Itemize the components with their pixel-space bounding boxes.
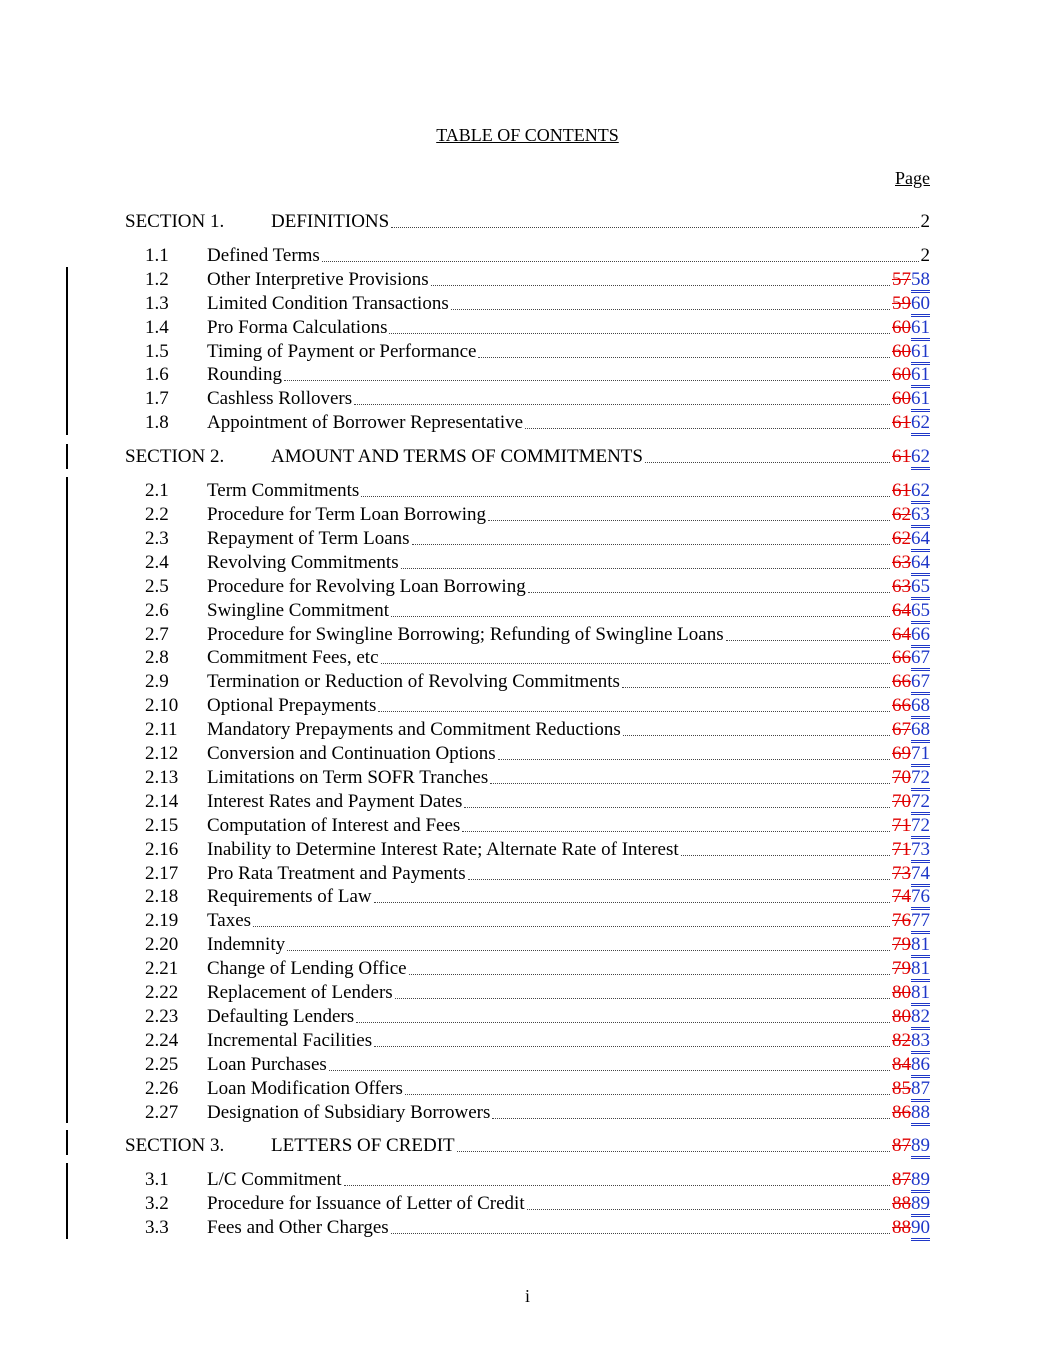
page-inserted[interactable]: 68 (911, 719, 930, 743)
change-bar (66, 1163, 68, 1239)
entry-number: 2.21 (145, 958, 179, 979)
entry-page[interactable] (892, 576, 930, 598)
change-bar (66, 477, 68, 1123)
page-title: TABLE OF CONTENTS (436, 125, 619, 145)
entry-title: Commitment Fees, etc (207, 647, 379, 668)
entry-title: Loan Purchases (207, 1054, 327, 1075)
page-deleted: 60 (892, 341, 911, 362)
page-inserted[interactable]: 60 (911, 293, 930, 317)
entry-number: 3.3 (145, 1217, 169, 1238)
dot-leader (457, 1150, 890, 1152)
entry-page[interactable] (892, 982, 930, 1004)
page-inserted[interactable]: 89 (911, 1169, 930, 1193)
page-deleted: 79 (892, 958, 911, 979)
dot-leader (405, 1093, 890, 1095)
entry-number: 3.2 (145, 1193, 169, 1214)
entry-title: Procedure for Swingline Borrowing; Refunding of Swingline Loans (207, 624, 724, 645)
page-inserted[interactable]: 61 (911, 364, 930, 388)
page-inserted[interactable]: 58 (911, 269, 930, 293)
page-deleted: 61 (892, 412, 911, 433)
entry-page[interactable] (892, 647, 930, 669)
dot-leader (726, 639, 890, 641)
toc-item-row[interactable] (125, 269, 930, 291)
dot-leader (431, 284, 890, 286)
entry-number: 2.20 (145, 934, 179, 955)
page-deleted: 70 (892, 791, 911, 812)
page-deleted: 87 (892, 1135, 911, 1156)
entry-title: Designation of Subsidiary Borrowers (207, 1102, 491, 1123)
toc-item-row[interactable] (125, 671, 930, 693)
page-inserted[interactable]: 63 (911, 504, 930, 528)
page-inserted[interactable]: 76 (911, 886, 930, 910)
entry-page[interactable] (892, 446, 930, 468)
dot-leader (681, 854, 890, 856)
page-inserted[interactable]: 61 (911, 341, 930, 365)
entry-number: 2.23 (145, 1006, 179, 1027)
entry-number: SECTION 1. (125, 211, 225, 232)
entry-number: 2.7 (145, 624, 169, 645)
toc-item-row[interactable] (125, 1217, 930, 1239)
toc-item-row[interactable] (125, 293, 930, 315)
dot-leader (329, 1069, 890, 1071)
toc-item-row[interactable] (125, 480, 930, 502)
dot-leader (361, 495, 890, 497)
entry-title: DEFINITIONS (271, 211, 390, 232)
page-inserted[interactable]: 90 (911, 1217, 930, 1241)
page-number: i (524, 1286, 530, 1306)
dot-leader (284, 379, 890, 381)
entry-number: 2.6 (145, 600, 169, 621)
page-inserted[interactable]: 89 (911, 1193, 930, 1217)
page-deleted: 60 (892, 364, 911, 385)
entry-title: Change of Lending Office (207, 958, 407, 979)
page-deleted: 60 (892, 317, 911, 338)
page-inserted[interactable]: 77 (911, 910, 930, 934)
entry-page[interactable] (892, 1030, 930, 1052)
entry-title: Inability to Determine Interest Rate; Alternate Rate of Interest (207, 839, 679, 860)
entry-number: 2.9 (145, 671, 169, 692)
entry-title: Procedure for Revolving Loan Borrowing (207, 576, 526, 597)
entry-page[interactable] (921, 211, 931, 233)
page-deleted: 71 (892, 839, 911, 860)
entry-number: 2.19 (145, 910, 179, 931)
page-inserted[interactable]: 65 (911, 600, 930, 624)
page-inserted[interactable]: 61 (911, 317, 930, 341)
entry-title: Optional Prepayments (207, 695, 377, 716)
entry-page[interactable] (892, 504, 930, 526)
dot-leader (354, 403, 890, 405)
entry-number: 2.10 (145, 695, 179, 716)
entry-title: Indemnity (207, 934, 286, 955)
entry-title: Swingline Commitment (207, 600, 390, 621)
entry-page[interactable] (892, 695, 930, 717)
page-deleted: 73 (892, 863, 911, 884)
dot-leader (409, 973, 890, 975)
toc-item-row[interactable] (125, 1193, 930, 1215)
change-bar (66, 267, 68, 435)
dot-leader (528, 591, 890, 593)
page-deleted: 62 (892, 528, 911, 549)
toc-section-row[interactable] (125, 1135, 930, 1157)
toc-item-row[interactable] (125, 1006, 930, 1028)
toc-item-row[interactable] (125, 528, 930, 550)
toc-item-row[interactable] (125, 863, 930, 885)
page-inserted[interactable]: 74 (911, 863, 930, 887)
page-deleted: 80 (892, 1006, 911, 1027)
entry-title: Limited Condition Transactions (207, 293, 449, 314)
entry-page[interactable] (892, 839, 930, 861)
entry-title: Incremental Facilities (207, 1030, 373, 1051)
dot-leader (253, 925, 890, 927)
entry-page[interactable] (892, 934, 930, 956)
entry-page[interactable] (892, 1054, 930, 1076)
entry-page[interactable] (892, 886, 930, 908)
dot-leader (623, 734, 890, 736)
page-inserted[interactable]: 62 (911, 480, 930, 504)
entry-number: 2.1 (145, 480, 169, 501)
toc-item-row[interactable] (125, 982, 930, 1004)
page-inserted[interactable]: 81 (911, 958, 930, 982)
toc-item-row[interactable] (125, 886, 930, 908)
entry-page[interactable] (892, 1169, 930, 1191)
entry-page[interactable] (892, 815, 930, 837)
entry-number: 1.7 (145, 388, 169, 409)
entry-page[interactable] (892, 1102, 930, 1124)
entry-title: Termination or Reduction of Revolving Commitments (207, 671, 620, 692)
entry-number: 1.2 (145, 269, 169, 290)
page-deleted: 63 (892, 552, 911, 573)
entry-number: 1.5 (145, 341, 169, 362)
entry-page[interactable] (892, 552, 930, 574)
page-deleted: 86 (892, 1102, 911, 1123)
dot-leader (374, 901, 890, 903)
toc-item-row[interactable] (125, 791, 930, 813)
toc-item-row[interactable] (125, 317, 930, 339)
page-deleted: 84 (892, 1054, 911, 1075)
entry-title: Conversion and Continuation Options (207, 743, 496, 764)
toc-item-row[interactable] (125, 552, 930, 574)
toc-item-row[interactable] (125, 1030, 930, 1052)
entry-number: 2.18 (145, 886, 179, 907)
dot-leader (356, 1021, 890, 1023)
toc-item-row[interactable] (125, 412, 930, 434)
toc-item-row[interactable] (125, 934, 930, 956)
dot-leader (468, 878, 890, 880)
toc-item-row[interactable] (125, 504, 930, 526)
page-inserted[interactable]: 67 (911, 671, 930, 695)
entry-number: 1.4 (145, 317, 169, 338)
entry-title: L/C Commitment (207, 1169, 342, 1190)
change-bar (66, 444, 68, 469)
dot-leader (527, 1208, 890, 1210)
entry-number: 2.2 (145, 504, 169, 525)
dot-leader (378, 710, 890, 712)
page-inserted[interactable]: 72 (911, 815, 930, 839)
page-deleted: 64 (892, 624, 911, 645)
entry-page[interactable] (892, 743, 930, 765)
page-deleted: 88 (892, 1193, 911, 1214)
page-deleted: 79 (892, 934, 911, 955)
toc-section-row[interactable] (125, 446, 930, 468)
entry-page[interactable] (892, 791, 930, 813)
entry-number: 3.1 (145, 1169, 169, 1190)
page-inserted[interactable]: 81 (911, 982, 930, 1006)
page-deleted: 85 (892, 1078, 911, 1099)
entry-number: 2.22 (145, 982, 179, 1003)
entry-title: Repayment of Term Loans (207, 528, 410, 549)
entry-page[interactable] (892, 293, 930, 315)
page-number[interactable]: 2 (920, 245, 930, 266)
dot-leader (645, 461, 890, 463)
entry-page[interactable] (921, 245, 931, 267)
entry-title: Requirements of Law (207, 886, 372, 907)
page-inserted[interactable]: 66 (911, 624, 930, 648)
entry-page[interactable] (892, 600, 930, 622)
entry-title: Loan Modification Offers (207, 1078, 403, 1099)
entry-number: 1.8 (145, 412, 169, 433)
page-deleted: 61 (892, 480, 911, 501)
page-deleted: 87 (892, 1169, 911, 1190)
entry-page[interactable] (892, 910, 930, 932)
dot-leader (401, 567, 890, 569)
entry-number: SECTION 2. (125, 446, 225, 467)
page-deleted: 76 (892, 910, 911, 931)
entry-number: 2.15 (145, 815, 179, 836)
page-deleted: 63 (892, 576, 911, 597)
dot-leader (395, 997, 890, 999)
entry-title: Procedure for Term Loan Borrowing (207, 504, 487, 525)
entry-title: Computation of Interest and Fees (207, 815, 461, 836)
page-deleted: 60 (892, 388, 911, 409)
page-deleted: 61 (892, 446, 911, 467)
page-deleted: 66 (892, 671, 911, 692)
dot-leader (287, 949, 890, 951)
page-deleted: 64 (892, 600, 911, 621)
page-deleted: 59 (892, 293, 911, 314)
entry-title: Limitations on Term SOFR Tranches (207, 767, 489, 788)
page-inserted[interactable]: 83 (911, 1030, 930, 1054)
entry-page[interactable] (892, 528, 930, 550)
dot-leader (344, 1184, 890, 1186)
toc-item-row[interactable] (125, 341, 930, 363)
toc-item-row[interactable] (125, 576, 930, 598)
toc-item-row[interactable] (125, 364, 930, 386)
entry-title: Pro Rata Treatment and Payments (207, 863, 466, 884)
toc-item-row[interactable] (125, 1169, 930, 1191)
toc-item-row[interactable] (125, 1054, 930, 1076)
entry-page[interactable] (892, 863, 930, 885)
page-deleted: 88 (892, 1217, 911, 1238)
page-deleted: 57 (892, 269, 911, 290)
page-inserted[interactable]: 88 (911, 1102, 930, 1126)
entry-number: 2.27 (145, 1102, 179, 1123)
dot-leader (462, 830, 890, 832)
entry-page[interactable] (892, 1078, 930, 1100)
page-inserted[interactable]: 87 (911, 1078, 930, 1102)
page-inserted[interactable]: 86 (911, 1054, 930, 1078)
toc-item-row[interactable] (125, 958, 930, 980)
page-inserted[interactable]: 67 (911, 647, 930, 671)
dot-leader (391, 615, 890, 617)
page-inserted[interactable]: 89 (911, 1135, 930, 1159)
page-inserted[interactable]: 62 (911, 412, 930, 436)
page-inserted[interactable]: 81 (911, 934, 930, 958)
entry-title: AMOUNT AND TERMS OF COMMITMENTS (271, 446, 643, 467)
page-inserted[interactable]: 64 (911, 528, 930, 552)
entry-number: 2.25 (145, 1054, 179, 1075)
entry-page[interactable] (892, 317, 930, 339)
page-inserted[interactable]: 68 (911, 695, 930, 719)
toc-item-row[interactable] (125, 624, 930, 646)
entry-page[interactable] (892, 719, 930, 741)
dot-leader (525, 427, 890, 429)
entry-title: Revolving Commitments (207, 552, 399, 573)
page-deleted: 82 (892, 1030, 911, 1051)
entry-page[interactable] (892, 341, 930, 363)
entry-number: 2.17 (145, 863, 179, 884)
dot-leader (492, 1117, 890, 1119)
page-inserted[interactable]: 64 (911, 552, 930, 576)
toc-item-row[interactable] (125, 245, 930, 267)
entry-title: Other Interpretive Provisions (207, 269, 429, 290)
toc-item-row[interactable] (125, 647, 930, 669)
entry-number: 2.5 (145, 576, 169, 597)
page-inserted[interactable]: 72 (911, 767, 930, 791)
entry-title: Rounding (207, 364, 282, 385)
toc-item-row[interactable] (125, 719, 930, 741)
dot-leader (391, 226, 918, 228)
page-inserted[interactable]: 72 (911, 791, 930, 815)
toc-section-row[interactable] (125, 211, 930, 233)
dot-leader (622, 686, 890, 688)
entry-page[interactable] (892, 1217, 930, 1239)
entry-page[interactable] (892, 624, 930, 646)
entry-title: Term Commitments (207, 480, 360, 501)
entry-number: 2.14 (145, 791, 179, 812)
entry-title: Interest Rates and Payment Dates (207, 791, 463, 812)
entry-number: 2.3 (145, 528, 169, 549)
entry-page[interactable] (892, 480, 930, 502)
entry-number: 2.26 (145, 1078, 179, 1099)
dot-leader (322, 260, 919, 262)
entry-number: 2.16 (145, 839, 179, 860)
entry-number: 2.13 (145, 767, 179, 788)
dot-leader (498, 758, 890, 760)
page-inserted[interactable]: 61 (911, 388, 930, 412)
entry-title: Defined Terms (207, 245, 320, 266)
entry-number: 1.1 (145, 245, 169, 266)
entry-number: 2.12 (145, 743, 179, 764)
entry-page[interactable] (892, 412, 930, 434)
dot-leader (478, 356, 890, 358)
entry-title: Taxes (207, 910, 252, 931)
entry-page[interactable] (892, 671, 930, 693)
entry-title: Procedure for Issuance of Letter of Credit (207, 1193, 525, 1214)
change-bar (66, 1130, 68, 1155)
dot-leader (464, 806, 890, 808)
entry-title: Pro Forma Calculations (207, 317, 388, 338)
page-inserted[interactable]: 82 (911, 1006, 930, 1030)
toc-item-row[interactable] (125, 388, 930, 410)
entry-number: 1.6 (145, 364, 169, 385)
entry-page[interactable] (892, 958, 930, 980)
entry-page[interactable] (892, 364, 930, 386)
entry-title: Timing of Payment or Performance (207, 341, 477, 362)
dot-leader (488, 519, 890, 521)
entry-number: SECTION 3. (125, 1135, 225, 1156)
page-deleted: 62 (892, 504, 911, 525)
toc-item-row[interactable] (125, 910, 930, 932)
page-deleted: 80 (892, 982, 911, 1003)
entry-page[interactable] (892, 1006, 930, 1028)
entry-title: Mandatory Prepayments and Commitment Reductions (207, 719, 621, 740)
toc-item-row[interactable] (125, 1102, 930, 1124)
toc-item-row[interactable] (125, 743, 930, 765)
entry-number: 2.4 (145, 552, 169, 573)
dot-leader (412, 543, 890, 545)
dot-leader (389, 332, 890, 334)
page-deleted: 71 (892, 815, 911, 836)
page-deleted: 66 (892, 695, 911, 716)
page-deleted: 70 (892, 767, 911, 788)
page-deleted: 69 (892, 743, 911, 764)
entry-page[interactable] (892, 388, 930, 410)
toc-item-row[interactable] (125, 600, 930, 622)
entry-page[interactable] (892, 269, 930, 291)
entry-number: 2.11 (145, 719, 178, 740)
toc-item-row[interactable] (125, 767, 930, 789)
entry-title: Fees and Other Charges (207, 1217, 389, 1238)
toc-item-row[interactable] (125, 695, 930, 717)
dot-leader (374, 1045, 890, 1047)
entry-page[interactable] (892, 1193, 930, 1215)
page-deleted: 74 (892, 886, 911, 907)
entry-page[interactable] (892, 1135, 930, 1157)
page-inserted[interactable]: 73 (911, 839, 930, 863)
entry-number: 2.8 (145, 647, 169, 668)
dot-leader (391, 1232, 890, 1234)
page-deleted: 66 (892, 647, 911, 668)
entry-number: 1.3 (145, 293, 169, 314)
entry-number: 2.24 (145, 1030, 179, 1051)
entry-title: LETTERS OF CREDIT (271, 1135, 455, 1156)
entry-title: Appointment of Borrower Representative (207, 412, 524, 433)
page-deleted: 67 (892, 719, 911, 740)
dot-leader (381, 662, 890, 664)
entry-page[interactable] (892, 767, 930, 789)
toc-item-row[interactable] (125, 839, 930, 861)
toc-item-row[interactable] (125, 815, 930, 837)
dot-leader (490, 782, 890, 784)
dot-leader (451, 308, 890, 310)
page-inserted[interactable]: 71 (911, 743, 930, 767)
entry-title: Defaulting Lenders (207, 1006, 355, 1027)
entry-title: Cashless Rollovers (207, 388, 353, 409)
page-number[interactable]: 2 (920, 211, 930, 232)
page-inserted[interactable]: 65 (911, 576, 930, 600)
page-column-label: Page (895, 168, 930, 188)
toc-item-row[interactable] (125, 1078, 930, 1100)
page-inserted[interactable]: 62 (911, 446, 930, 470)
entry-title: Replacement of Lenders (207, 982, 393, 1003)
